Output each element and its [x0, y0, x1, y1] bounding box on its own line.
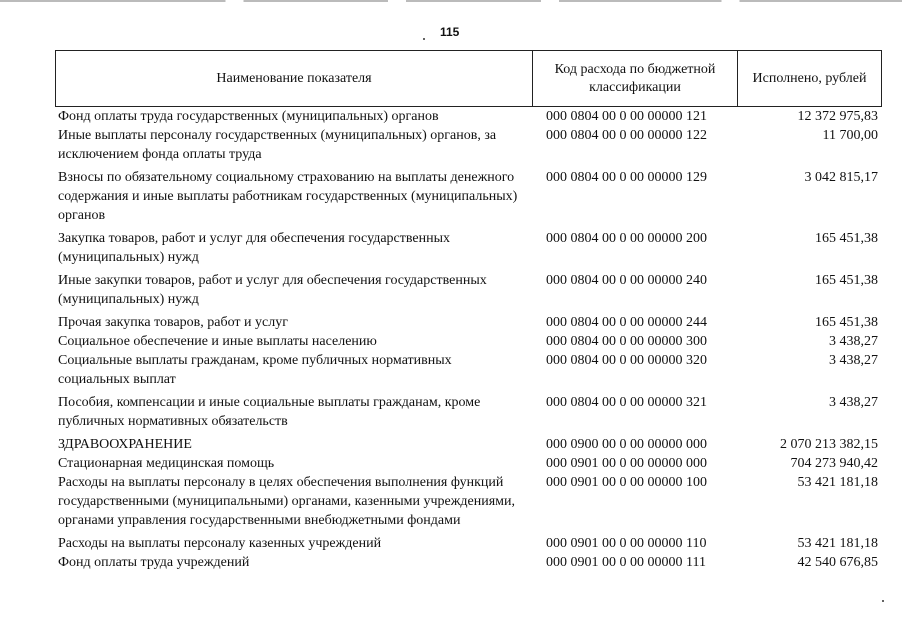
row-code: 000 0804 00 0 00 00000 121	[546, 109, 707, 124]
row-code: 000 0901 00 0 00 00000 100	[546, 475, 707, 490]
table-body	[58, 107, 882, 572]
row-name: Закупка товаров, работ и услуг для обеспечения государственных (муниципальных) нужд	[58, 231, 451, 265]
row-amount: 12 372 975,83	[797, 109, 878, 124]
header-budget-code: Код расхода по бюджетной классификации	[533, 51, 738, 106]
row-amount: 2 070 213 382,15	[780, 437, 878, 452]
row-name: Социальное обеспечение и иные выплаты населению	[58, 334, 377, 349]
scan-speck	[423, 38, 425, 40]
table-row	[58, 393, 882, 431]
row-code: 000 0804 00 0 00 00000 300	[546, 334, 707, 349]
row-amount: 165 451,38	[815, 273, 878, 288]
row-name: Социальные выплаты гражданам, кроме публичных нормативных социальных выплат	[58, 353, 452, 387]
table-row	[58, 126, 882, 164]
row-code: 000 0901 00 0 00 00000 110	[546, 536, 707, 551]
row-amount: 3 438,27	[829, 395, 878, 410]
row-code: 000 0804 00 0 00 00000 200	[546, 231, 707, 246]
table-row	[58, 351, 882, 389]
page-number: 115	[440, 25, 460, 39]
row-amount: 3 438,27	[829, 334, 878, 349]
row-code: 000 0900 00 0 00 00000 000	[546, 437, 707, 452]
header-indicator-name: Наименование показателя	[56, 51, 533, 106]
header-executed-amount: Исполнено, рублей	[752, 70, 867, 86]
row-code: 000 0901 00 0 00 00000 111	[546, 555, 706, 570]
row-name: Фонд оплаты труда учреждений	[58, 555, 250, 570]
row-amount: 42 540 676,85	[797, 555, 878, 570]
row-amount: 3 438,27	[829, 353, 878, 368]
row-amount: 11 700,00	[822, 128, 878, 143]
row-name: Стационарная медицинская помощь	[58, 456, 275, 471]
row-code: 000 0901 00 0 00 00000 000	[546, 456, 707, 471]
table-row	[58, 454, 882, 473]
row-name: Пособия, компенсации и иные социальные выплаты гражданам, кроме публичных нормативных обязательств	[58, 395, 481, 429]
table-row	[58, 229, 882, 267]
table-row	[58, 553, 882, 572]
table-row	[58, 435, 882, 454]
row-amount: 53 421 181,18	[797, 536, 878, 551]
row-name: Расходы на выплаты персоналу в целях обеспечения выполнения функций государственными (муниципальными) органами, казенными учреждениями, органами управления государственными внебюджетными фондами	[58, 475, 515, 528]
table-row	[58, 313, 882, 332]
row-amount: 3 042 815,17	[804, 170, 878, 185]
row-code: 000 0804 00 0 00 00000 240	[546, 273, 707, 288]
table-row	[58, 534, 882, 553]
row-code: 000 0804 00 0 00 00000 122	[546, 128, 707, 143]
row-amount: 53 421 181,18	[797, 475, 878, 490]
row-name: Иные закупки товаров, работ и услуг для обеспечения государственных (муниципальных) нужд	[58, 273, 487, 307]
row-code: 000 0804 00 0 00 00000 320	[546, 353, 707, 368]
row-name: Взносы по обязательному социальному страхованию на выплаты денежного содержания и иные выплаты работникам государственных (муниципальных) органов	[58, 170, 518, 223]
row-name: Иные выплаты персоналу государственных (муниципальных) органов, за исключением фонда оплаты труда	[58, 128, 497, 162]
row-amount: 704 273 940,42	[790, 456, 878, 471]
row-name: Прочая закупка товаров, работ и услуг	[58, 315, 288, 330]
row-name: ЗДРАВООХРАНЕНИЕ	[58, 437, 192, 452]
row-amount: 165 451,38	[815, 231, 878, 246]
row-code: 000 0804 00 0 00 00000 244	[546, 315, 707, 330]
table-row	[58, 473, 882, 530]
row-code: 000 0804 00 0 00 00000 321	[546, 395, 707, 410]
scan-speck	[882, 600, 884, 602]
row-name: Фонд оплаты труда государственных (муниципальных) органов	[58, 109, 439, 124]
table-row	[58, 332, 882, 351]
table-row	[58, 107, 882, 126]
table-row	[58, 168, 882, 225]
table-header	[55, 50, 882, 107]
row-amount: 165 451,38	[815, 315, 878, 330]
table-row	[58, 271, 882, 309]
row-name: Расходы на выплаты персоналу казенных учреждений	[58, 536, 382, 551]
top-border-line	[0, 0, 902, 2]
row-code: 000 0804 00 0 00 00000 129	[546, 170, 707, 185]
